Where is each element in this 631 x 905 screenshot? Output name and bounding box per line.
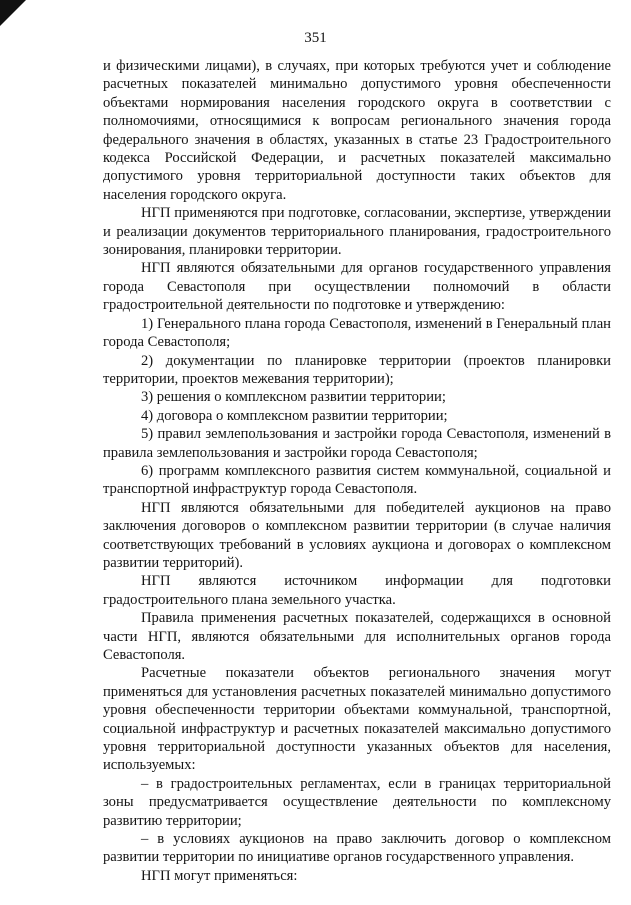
page-number: 351 — [304, 30, 327, 46]
list-item: 6) программ комплексного развития систем коммунальной, социальной и транспортной инфраструктур города Севастополя. — [103, 462, 611, 498]
list-item: 4) договора о комплексном развитии территории; — [141, 407, 448, 424]
list-item: 1) Генерального плана города Севастополя, изменений в Генеральный план города Севастополя; — [103, 315, 611, 351]
paragraph: Правила применения расчетных показателей, содержащихся в основной части НГП, являются обязательными для исполнительных органов города Севастополя. — [103, 610, 611, 663]
dash-item: – в градостроительных регламентах, если в границах территориальной зоны предусматривается осуществление деятельности по комплексному развитию территории; — [103, 775, 611, 829]
document-body — [103, 57, 611, 885]
paragraph: НГП являются обязательными для органов государственного управления города Севастополя при осуществлении полномочий в области градостроительной деятельности по подготовке и утверждению: — [103, 260, 611, 314]
paragraph: НГП применяются при подготовке, согласовании, экспертизе, утверждении и реализации документов территориального планирования, градостроительного зонирования, планировки территории. — [103, 205, 611, 259]
list-item: 3) решения о комплексном развитии территории; — [141, 389, 446, 406]
paragraph: Расчетные показатели объектов регионального значения могут применяться для установления расчетных показателей минимально допустимого уровня обеспеченности территории объектами коммунальной, транспортной, социальной инфраструктур и расчетных показателей максимально допустимого уровня территориальной доступности указанных объектов для населения, используемых: — [103, 665, 611, 774]
paragraph: НГП могут применяться: — [141, 867, 298, 884]
list-item: 5) правил землепользования и застройки города Севастополя, изменений в правила землепользования и застройки города Севастополя; — [103, 426, 611, 461]
list-item: 2) документации по планировке территории (проектов планировки территории, проектов межевания территории); — [103, 352, 611, 387]
paragraph: НГП являются обязательными для победителей аукционов на право заключения договоров о комплексном развитии территории (в случае наличия соответствующих требований в условиях аукциона и договорах о комплексном развитии территорий). — [103, 499, 611, 571]
paragraph-continuation: и физическими лицами), в случаях, при которых требуются учет и соблюдение расчетных показателей минимально допустимого уровня обеспеченности объектами нормирования населения городского округа в соответствии с полномочиями, относящимися к вопросам регионального значения города федерального значения в областях, указанных в статье 23 Градостроительного кодекса Российской Федерации, и расчетных показателей максимально допустимого уровня территориальной доступности таких объектов для населения городского округа. — [103, 58, 611, 203]
paragraph: НГП являются источником информации для подготовки градостроительного плана земельного участка. — [103, 573, 611, 608]
dash-item: – в условиях аукционов на право заключить договор о комплексном развитии территории по инициативе органов государственного управления. — [103, 831, 611, 866]
scan-corner-mark — [0, 0, 26, 26]
